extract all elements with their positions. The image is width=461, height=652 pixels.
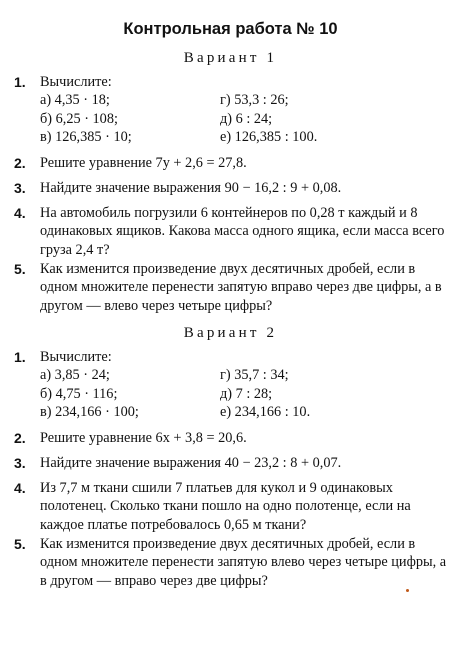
v2-task-5 [14,535,449,590]
task-number: 1. [14,74,26,90]
calc-item: г) 35,7 : 34; [220,367,289,384]
task-number: 2. [14,430,26,446]
task-text: Как изменится произведение двух десятичных дробей, если в одном множителе перенести запятую вправо через две цифры, а в другом — влево через четыре цифры? [40,261,442,314]
ink-speck [406,589,409,592]
v2-task-2 [14,429,449,447]
task-number: 5. [14,536,26,552]
v1-task-4 [14,204,449,259]
calc-item: в) 234,166 · 100; [40,404,139,421]
v2-task-4 [14,479,449,534]
calc-items [40,366,449,421]
task-text: Как изменится произведение двух десятичных дробей, если в одном множителе перенести запятую влево через четыре цифры, а в другом — вправо через две цифры? [40,536,447,589]
v1-task-1 [14,73,449,147]
task-text: Решите уравнение 7y + 2,6 = 27,8. [40,155,247,171]
calc-items [40,91,449,146]
calc-item: е) 234,166 : 10. [220,404,311,421]
task-text: Из 7,7 м ткани сшили 7 платьев для кукол и 9 одинаковых полотенец. Сколько ткани пошло на одно полотенце, если на каждое платье потребовалось 0,65 м ткани? [40,480,411,533]
task-text: Вычислите: [40,349,112,365]
calc-item: б) 6,25 · 108; [40,110,118,127]
task-number: 3. [14,180,26,196]
task-number: 3. [14,455,26,471]
variant-2-heading: Вариант 2 [183,325,278,341]
task-number: 4. [14,480,26,496]
task-number: 1. [14,349,26,365]
calc-item: е) 126,385 : 100. [220,129,318,146]
calc-item: в) 126,385 · 10; [40,129,132,146]
task-text: Решите уравнение 6x + 3,8 = 20,6. [40,430,247,446]
v1-task-2 [14,154,449,172]
calc-item: д) 7 : 28; [220,385,273,402]
v2-task-3 [14,454,449,472]
calc-item: д) 6 : 24; [220,110,273,127]
task-number: 4. [14,205,26,221]
calc-item: б) 4,75 · 116; [40,385,118,402]
task-number: 5. [14,261,26,277]
task-number: 2. [14,155,26,171]
calc-item: а) 3,85 · 24; [40,367,110,384]
calc-item: а) 4,35 · 18; [40,92,110,109]
v1-task-3 [14,179,449,197]
v1-task-5 [14,260,449,315]
task-text: Найдите значение выражения 90 − 16,2 : 9 + 0,08. [40,180,342,196]
variant-1-heading: Вариант 1 [183,50,278,66]
calc-item: г) 53,3 : 26; [220,92,289,109]
page-title: Контрольная работа № 10 [123,20,338,38]
task-text: Найдите значение выражения 40 − 23,2 : 8 + 0,07. [40,455,342,471]
task-text: На автомобиль погрузили 6 контейнеров по 0,28 т каждый и 8 одинаковых ящиков. Какова масса одного ящика, если масса всего груза 2,4 т? [40,205,445,258]
v2-task-1 [14,348,449,422]
task-text: Вычислите: [40,74,112,90]
